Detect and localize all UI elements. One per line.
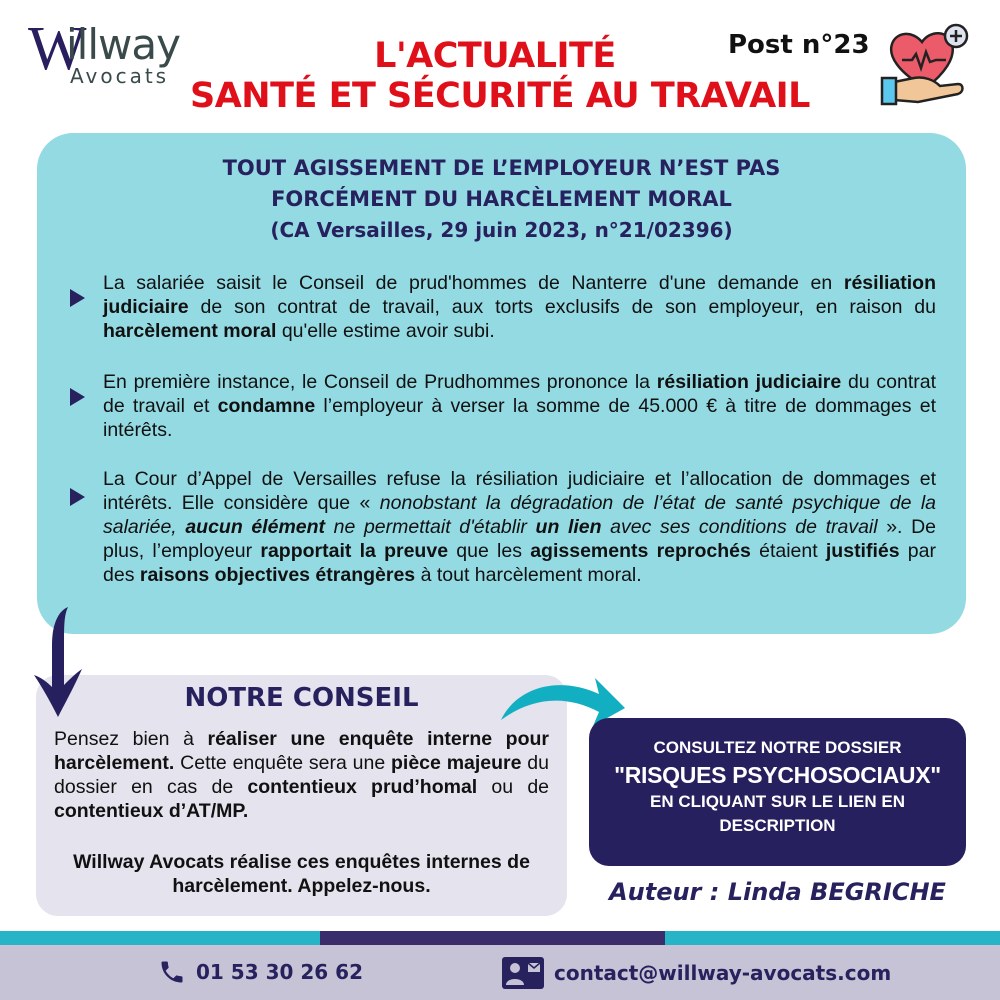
advice-card	[36, 675, 567, 916]
logo-initial: W	[28, 15, 81, 83]
advice-title: NOTRE CONSEIL	[184, 683, 419, 713]
email-link[interactable]	[502, 957, 891, 989]
bullet-text: En première instance, le Conseil de Prudhommes prononce la résiliation judiciaire du contrat de travail et condamne l’employeur à verser la somme de 45.000 € à titre de dommages et intérêts.	[103, 371, 936, 441]
bullet-text: La Cour d’Appel de Versailles refuse la résiliation judiciaire et l’allocation de dommages et intérêts. Elle considère que « nonobstant la dégradation de l’état de santé psychique de la salariée, aucun élément ne permettait d'établir un lien avec ses conditions de travail ». De plus, l’employeur rapportait la preuve que les agissements reprochés étaient justifiés par des raisons objectives étrangères à tout harcèlement moral.	[103, 468, 937, 586]
logo-sub: Avocats	[70, 64, 170, 88]
advice-body: Pensez bien à réaliser une enquête interne pour harcèlement. Cette enquête sera une pièce majeure du dossier en cas de contentieux prud’homal ou de contentieux d’AT/MP.	[54, 728, 550, 822]
email-address: contact@willway-avocats.com	[554, 961, 892, 985]
arrow-down-icon	[30, 605, 85, 720]
bullet-item	[103, 271, 936, 343]
cta-line1: CONSULTEZ NOTRE DOSSIER	[653, 738, 902, 757]
footer-stripe-middle	[320, 931, 665, 945]
contact-footer	[0, 945, 1000, 1000]
phone-link[interactable]	[158, 957, 363, 987]
triangle-bullet-icon	[70, 289, 85, 307]
phone-number: 01 53 30 26 62	[196, 960, 364, 984]
bullet-item	[103, 370, 936, 442]
heart-in-hand-health-icon	[878, 22, 978, 107]
cta-line2: "RISQUES PSYCHOSOCIAUX"	[614, 762, 941, 788]
bullet-item	[103, 467, 936, 587]
cta-line3: EN CLIQUANT SUR LE LIEN EN	[649, 792, 905, 811]
phone-icon	[158, 957, 186, 987]
case-summary-card	[37, 133, 966, 634]
author-credit: Auteur : Linda BEGRICHE	[609, 878, 946, 906]
header-title-line1: L'ACTUALITÉ	[374, 36, 616, 76]
footer-stripe-right	[665, 931, 1000, 945]
post-number: Post n°23	[728, 30, 870, 60]
triangle-bullet-icon	[70, 488, 85, 506]
logo-main: illway	[66, 20, 180, 69]
header-title-line2: SANTÉ ET SÉCURITÉ AU TRAVAIL	[190, 76, 810, 116]
case-reference: (CA Versailles, 29 juin 2023, n°21/02396)	[270, 218, 733, 242]
dossier-link-button[interactable]	[589, 718, 966, 866]
case-title-line2: FORCÉMENT DU HARCÈLEMENT MORAL	[271, 187, 732, 211]
case-title-line1: TOUT AGISSEMENT DE L’EMPLOYEUR N’EST PAS	[222, 156, 781, 180]
cta-line4: DESCRIPTION	[719, 816, 836, 835]
bullet-text: La salariée saisit le Conseil de prud'hommes de Nanterre d'une demande en résiliation judiciaire de son contrat de travail, aux torts exclusifs de son employeur, en raison du harcèlement moral qu'elle estime avoir subi.	[103, 272, 936, 342]
contact-card-icon	[502, 957, 544, 989]
triangle-bullet-icon	[70, 388, 85, 406]
advice-footer: Willway Avocats réalise ces enquêtes internes de harcèlement. Appelez-nous.	[73, 851, 530, 897]
case-title	[37, 153, 966, 246]
footer-stripe-left	[0, 931, 320, 945]
